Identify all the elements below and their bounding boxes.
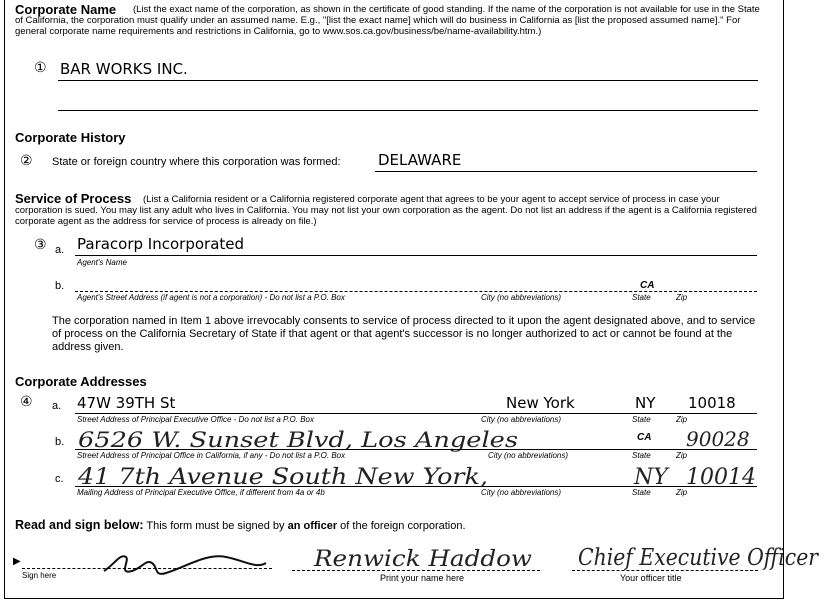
name-line-1 [58,80,758,81]
item-4a-letter: a. [52,400,62,412]
item-3b-letter: b. [55,280,65,292]
print-name-label: Print your name here [380,573,465,583]
address-a-street-label: Street Address of Principal Executive Office - Do not list a P.O. Box [77,415,314,424]
signature-line [22,568,272,569]
svg-text:NY: NY [634,465,668,490]
name-line-2 [58,110,758,111]
corporate-history-heading: Corporate History [15,130,126,145]
principal-zip-value: 10018 [688,394,736,412]
svg-text:10014: 10014 [686,465,756,490]
formation-state-value: DELAWARE [378,151,462,169]
corporation-name-value: BAR WORKS INC. [60,60,188,78]
address-c-line [75,486,757,487]
item-1-marker: ① [34,59,47,75]
sign-here-label: Sign here [22,571,57,580]
address-b-line [75,449,757,450]
sign-here-arrow-icon: ▶ [13,556,21,567]
agent-address-line [75,291,757,292]
svg-text:90028: 90028 [686,427,750,451]
service-instructions: (List a California resident or a California registered corporate agent that agrees to be your agent to accept service of process in case your corporation is sued. You may list any adult who lives in California. You may not list your own corporation as the agent. Do not list an address if the agent is a California registered corporate agent as the address for service of process is already on file.) [15,194,757,227]
svg-text:41 7th Avenue South New York,: 41 7th Avenue South New York, [76,465,488,490]
agent-state-value: CA [640,280,655,291]
item-3a-letter: a. [55,244,65,256]
address-a-state-label: State [632,415,651,424]
principal-state-value: NY [635,394,656,412]
agent-street-label: Agent's Street Address (if agent is not a corporation) - Do not list a P.O. Box [77,293,345,302]
address-a-line [75,413,757,414]
corporate-name-heading: Corporate Name [15,2,117,17]
svg-text:6526 W. Sunset Blvd, Los Angel: 6526 W. Sunset Blvd, Los Angeles [78,428,519,452]
signature-scribble [96,535,276,585]
address-c-zip-label: Zip [676,488,688,497]
address-a-city-label: City (no abbreviations) [481,415,562,424]
california-state-value: CA [637,432,652,443]
address-c-street-label: Mailing Address of Principal Executive Office, if different from 4a or 4b [77,488,325,497]
printed-name-handwriting [312,540,542,574]
officer-title-label: Your officer title [620,573,682,583]
agent-name-line [75,255,757,256]
formation-state-label: State or foreign country where this corporation was formed: [52,156,341,168]
agent-state-label: State [632,293,651,302]
agent-name-value: Paracorp Incorporated [77,235,245,253]
service-of-process-heading: Service of Process [15,191,132,206]
item-4c-letter: c. [55,473,64,485]
item-2-marker: ② [20,152,33,168]
formation-state-line [375,171,757,172]
corporate-name-instructions: (List the exact name of the corporation, as shown in the certificate of good standing. If the name of the corporation is not available for use in the State of California, the corporation must qualify under an assumed name. E.g., "[list the exact name] which will do business in California as [list the proposed assumed name]." For general corporate name requirements and restrictions in California, go to www.sos.ca.gov/business/be/name-availability.htm.) [15,4,760,37]
agent-name-label: Agent's Name [77,258,127,267]
address-b-state-label: State [632,451,651,460]
address-b-city-label: City (no abbreviations) [488,451,569,460]
address-c-city-label: City (no abbreviations) [481,488,562,497]
sign-text-after: of the foreign corporation. [340,520,466,532]
principal-street-value: 47W 39TH St [77,394,176,412]
agent-city-label: City (no abbreviations) [481,293,562,302]
sign-text-before: This form must be signed by [146,520,285,532]
address-a-zip-label: Zip [676,415,688,424]
principal-city-value: New York [506,394,575,412]
sign-heading: Read and sign below: [15,518,144,532]
agent-zip-label: Zip [676,293,688,302]
address-c-state-label: State [632,488,651,497]
mailing-zip-handwriting [684,460,764,492]
printed-name-line [292,570,540,571]
address-b-zip-label: Zip [676,451,688,460]
item-4-marker: ④ [20,393,33,409]
officer-title-line [572,570,758,571]
corporate-addresses-heading: Corporate Addresses [15,374,147,389]
sign-text-bold: an officer [287,520,338,532]
item-3-marker: ③ [34,236,47,252]
consent-paragraph: The corporation named in Item 1 above irrevocably consents to service of process directed to it upon the agent designated above, and to service of process on the California Secretary of State if that agent or that agent's successor is no longer authorized to act or cannot be found at the address given. [52,315,756,353]
item-4b-letter: b. [55,436,65,448]
svg-text:Chief Executive Officer: Chief Executive Officer [578,545,820,571]
address-b-street-label: Street Address of Principal Office in California, if any - Do not list a P.O. Box [77,451,346,460]
sign-instruction [15,518,466,532]
svg-text:Renwick Haddow: Renwick Haddow [312,547,533,572]
